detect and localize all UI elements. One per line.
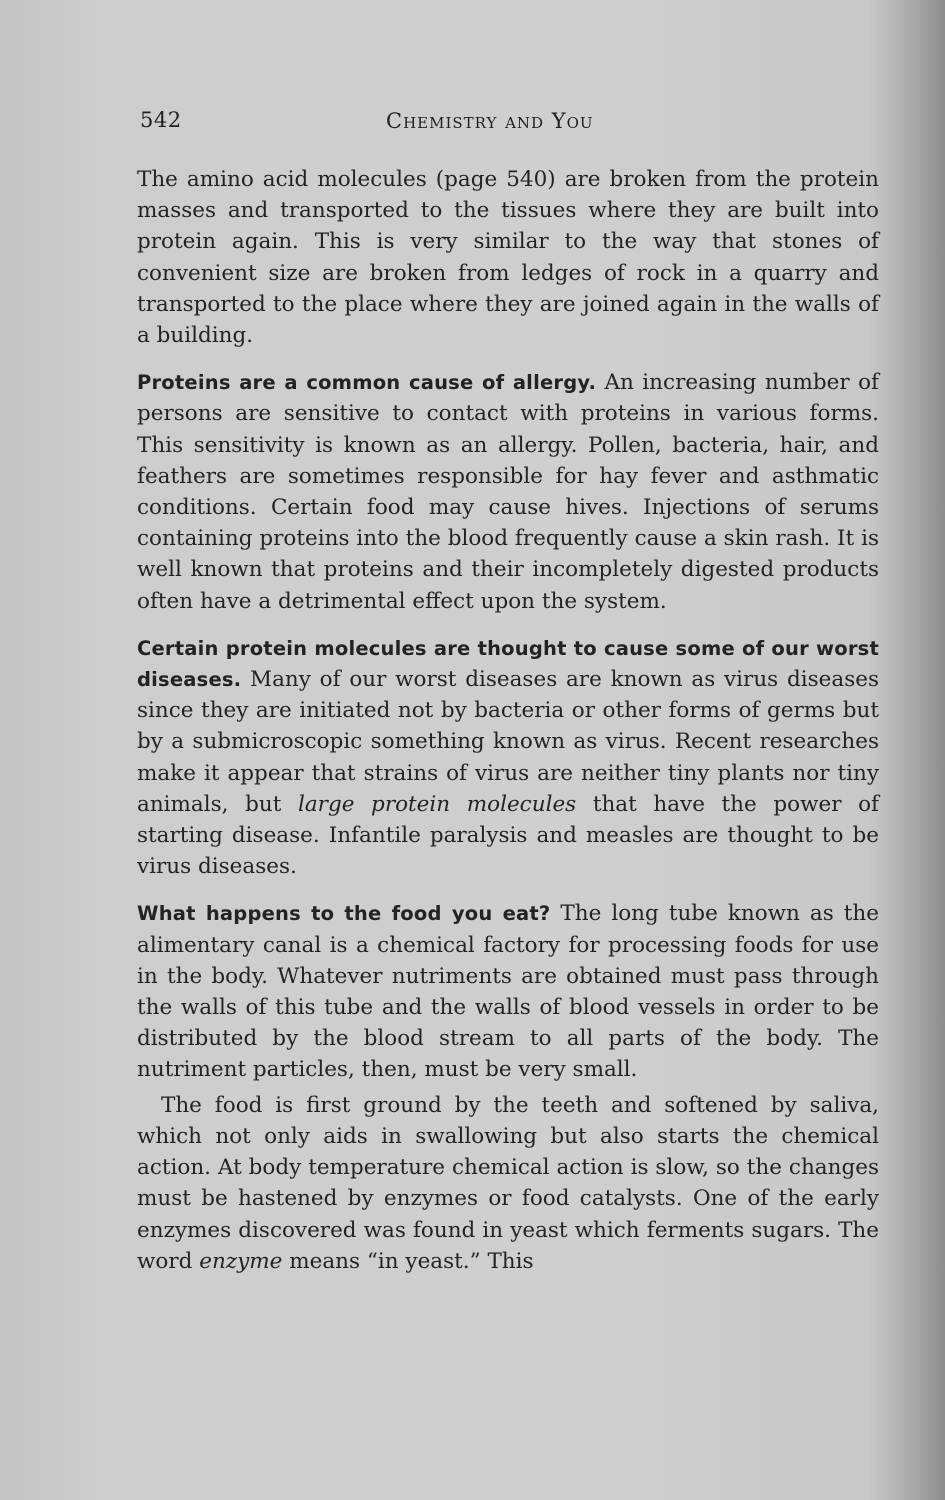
running-head: Chemistry and You bbox=[386, 109, 594, 133]
paragraph-virus-diseases bbox=[137, 633, 879, 883]
paragraph-amino-acids bbox=[137, 164, 879, 351]
paragraph-enzymes bbox=[137, 1090, 879, 1277]
paragraph-text: The amino acid molecules (page 540) are broken from the protein masses and transported to the tissues where they are built into protein again. This is very similar to the way that stones of convenient size are broken from ledges of rock in a quarry and transported to the place where they are joined again in the walls of a building. bbox=[137, 167, 879, 349]
paragraph-food-digestion bbox=[137, 898, 879, 1085]
paragraph-text: The long tube known as the alimentary canal is a chemical factory for processing foods for use in the body. Whatever nutriments are obtained must pass through the walls of this tube and the walls of blood vessels in order to be distributed by the blood stream to all parts of the body. The nutriment particles, then, must be very small. bbox=[137, 901, 879, 1083]
paragraph-allergy bbox=[137, 367, 879, 617]
page-header bbox=[140, 108, 880, 140]
section-lead-virus: Certain protein molecules are thought to cause some of our worst diseases. bbox=[137, 636, 879, 692]
paragraph-text: The food is first ground by the teeth and softened by saliva, which not only aids in swallowing but also starts the chemical action. At body temperature chemical action is slow, so the changes must be hastened by enzymes or food catalysts. One of the early enzymes discovered was found in yeast which ferments sugars. The word bbox=[137, 1092, 879, 1274]
paragraph-text: that have the power of starting disease. Infantile paralysis and measles are thought to be virus diseases. bbox=[137, 791, 879, 880]
italic-phrase: large protein molecules bbox=[297, 791, 577, 817]
section-lead-food: What happens to the food you eat? bbox=[137, 902, 551, 926]
section-lead-allergy: Proteins are a common cause of allergy. bbox=[137, 371, 597, 395]
paragraph-text: means “in yeast.” This bbox=[282, 1248, 534, 1274]
paragraph-text: Many of our worst diseases are known as virus diseases since they are initiated not by bacteria or other forms of germs but by a submicroscopic something known as virus. Recent researches make it appear that strains of virus are neither tiny plants nor tiny animals, but bbox=[137, 667, 879, 817]
page-number: 542 bbox=[140, 108, 182, 132]
body-text bbox=[137, 164, 879, 1293]
italic-word: enzyme bbox=[199, 1248, 283, 1274]
paragraph-text: An increasing number of persons are sensitive to contact with proteins in various forms. This sensitivity is known as an allergy. Pollen, bacteria, hair, and feathers are sometimes responsible for hay fever and asthmatic conditions. Certain food may cause hives. Injections of serums containing proteins into the blood frequently cause a skin rash. It is well known that proteins and their incompletely digested products often have a detrimental effect upon the system. bbox=[137, 370, 880, 614]
